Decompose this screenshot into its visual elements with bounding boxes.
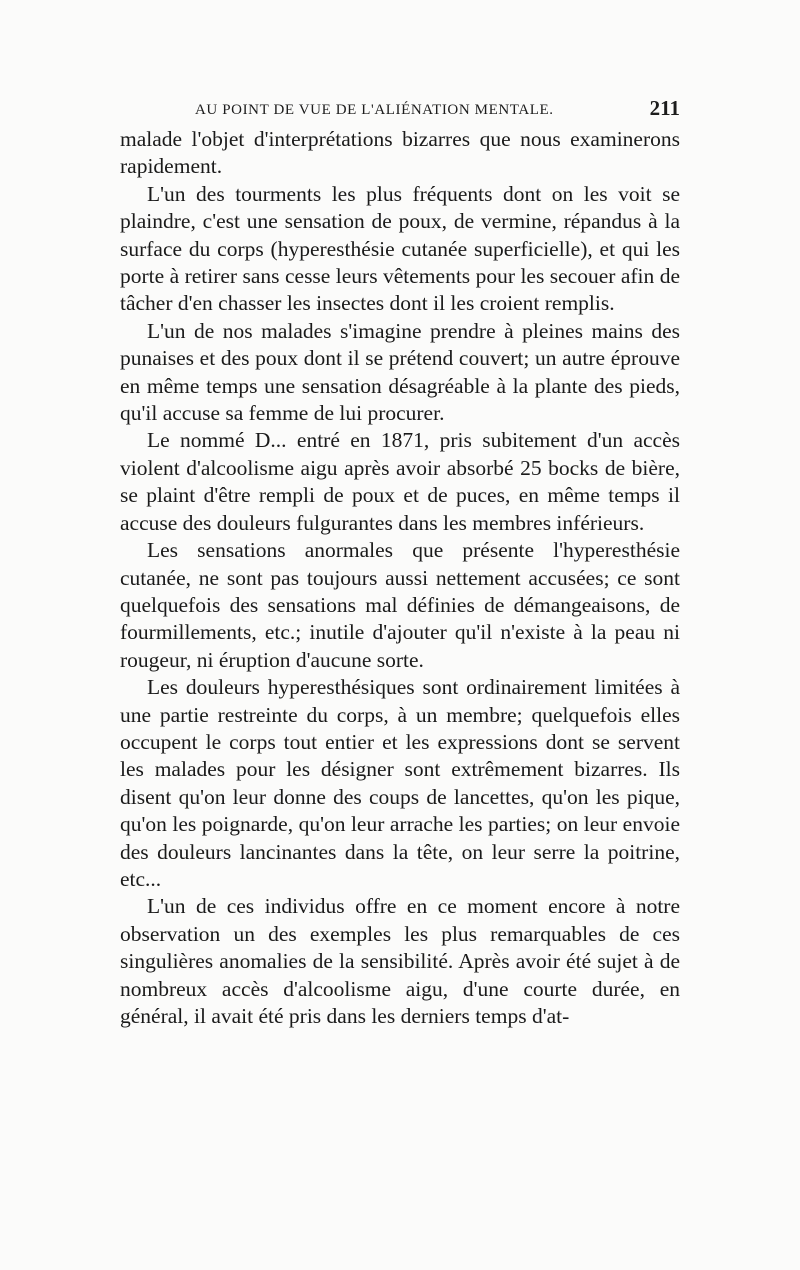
running-head-title: AU POINT DE VUE DE L'ALIÉNATION MENTALE. [195, 102, 554, 118]
body-text [120, 126, 680, 1030]
paragraph: L'un des tourments les plus fréquents dont on les voit se plaindre, c'est une sensation de poux, de vermine, répandus à la surface du corps (hyperesthésie cutanée superficielle), et qui les porte à retirer sans cesse leurs vêtements pour les secouer afin de tâcher d'en chasser les insectes dont il les croient remplis. [120, 181, 680, 316]
paragraph: Le nommé D... entré en 1871, pris subitement d'un accès violent d'alcoolisme aigu après avoir absorbé 25 bocks de bière, se plaint d'être rempli de poux et de puces, en même temps il accuse des douleurs fulgurantes dans les membres inférieurs. [120, 428, 680, 535]
paragraph: Les sensations anormales que présente l'hyperesthésie cutanée, ne sont pas toujours aussi nettement accusées; ce sont quelquefois des sensations mal définies de démangeaisons, de fourmillements, etc.; inutile d'ajouter qu'il n'existe à la peau ni rougeur, ni éruption d'aucune sorte. [120, 538, 680, 672]
page-number: 211 [649, 96, 680, 120]
paragraph: L'un de nos malades s'imagine prendre à pleines mains des punaises et des poux dont il se prétend couvert; un autre éprouve en même temps une sensation désagréable à la plante des pieds, qu'il accuse sa femme de lui procurer. [120, 318, 680, 426]
running-head [195, 96, 680, 126]
paragraph-continuation: malade l'objet d'interprétations bizarres que nous examinerons rapidement. [120, 127, 680, 179]
paragraph: L'un de ces individus offre en ce moment encore à notre observation un des exemples les plus remarquables de ces singulières anomalies de la sensibilité. Après avoir été sujet à de nombreux accès d'alcoolisme aigu, d'une courte durée, en général, il avait été pris dans les derniers temps d'at- [120, 894, 680, 1028]
paragraph: Les douleurs hyperesthésiques sont ordinairement limitées à une partie restreinte du corps, à un membre; quelquefois elles occupent le corps tout entier et les expressions dont se servent les malades pour les désigner sont extrêmement bizarres. Ils disent qu'on leur donne des coups de lancettes, qu'on les pique, qu'on les poignarde, qu'on leur arrache les parties; on leur envoie des douleurs lancinantes dans la tête, on leur serre la poitrine, etc... [120, 675, 680, 891]
